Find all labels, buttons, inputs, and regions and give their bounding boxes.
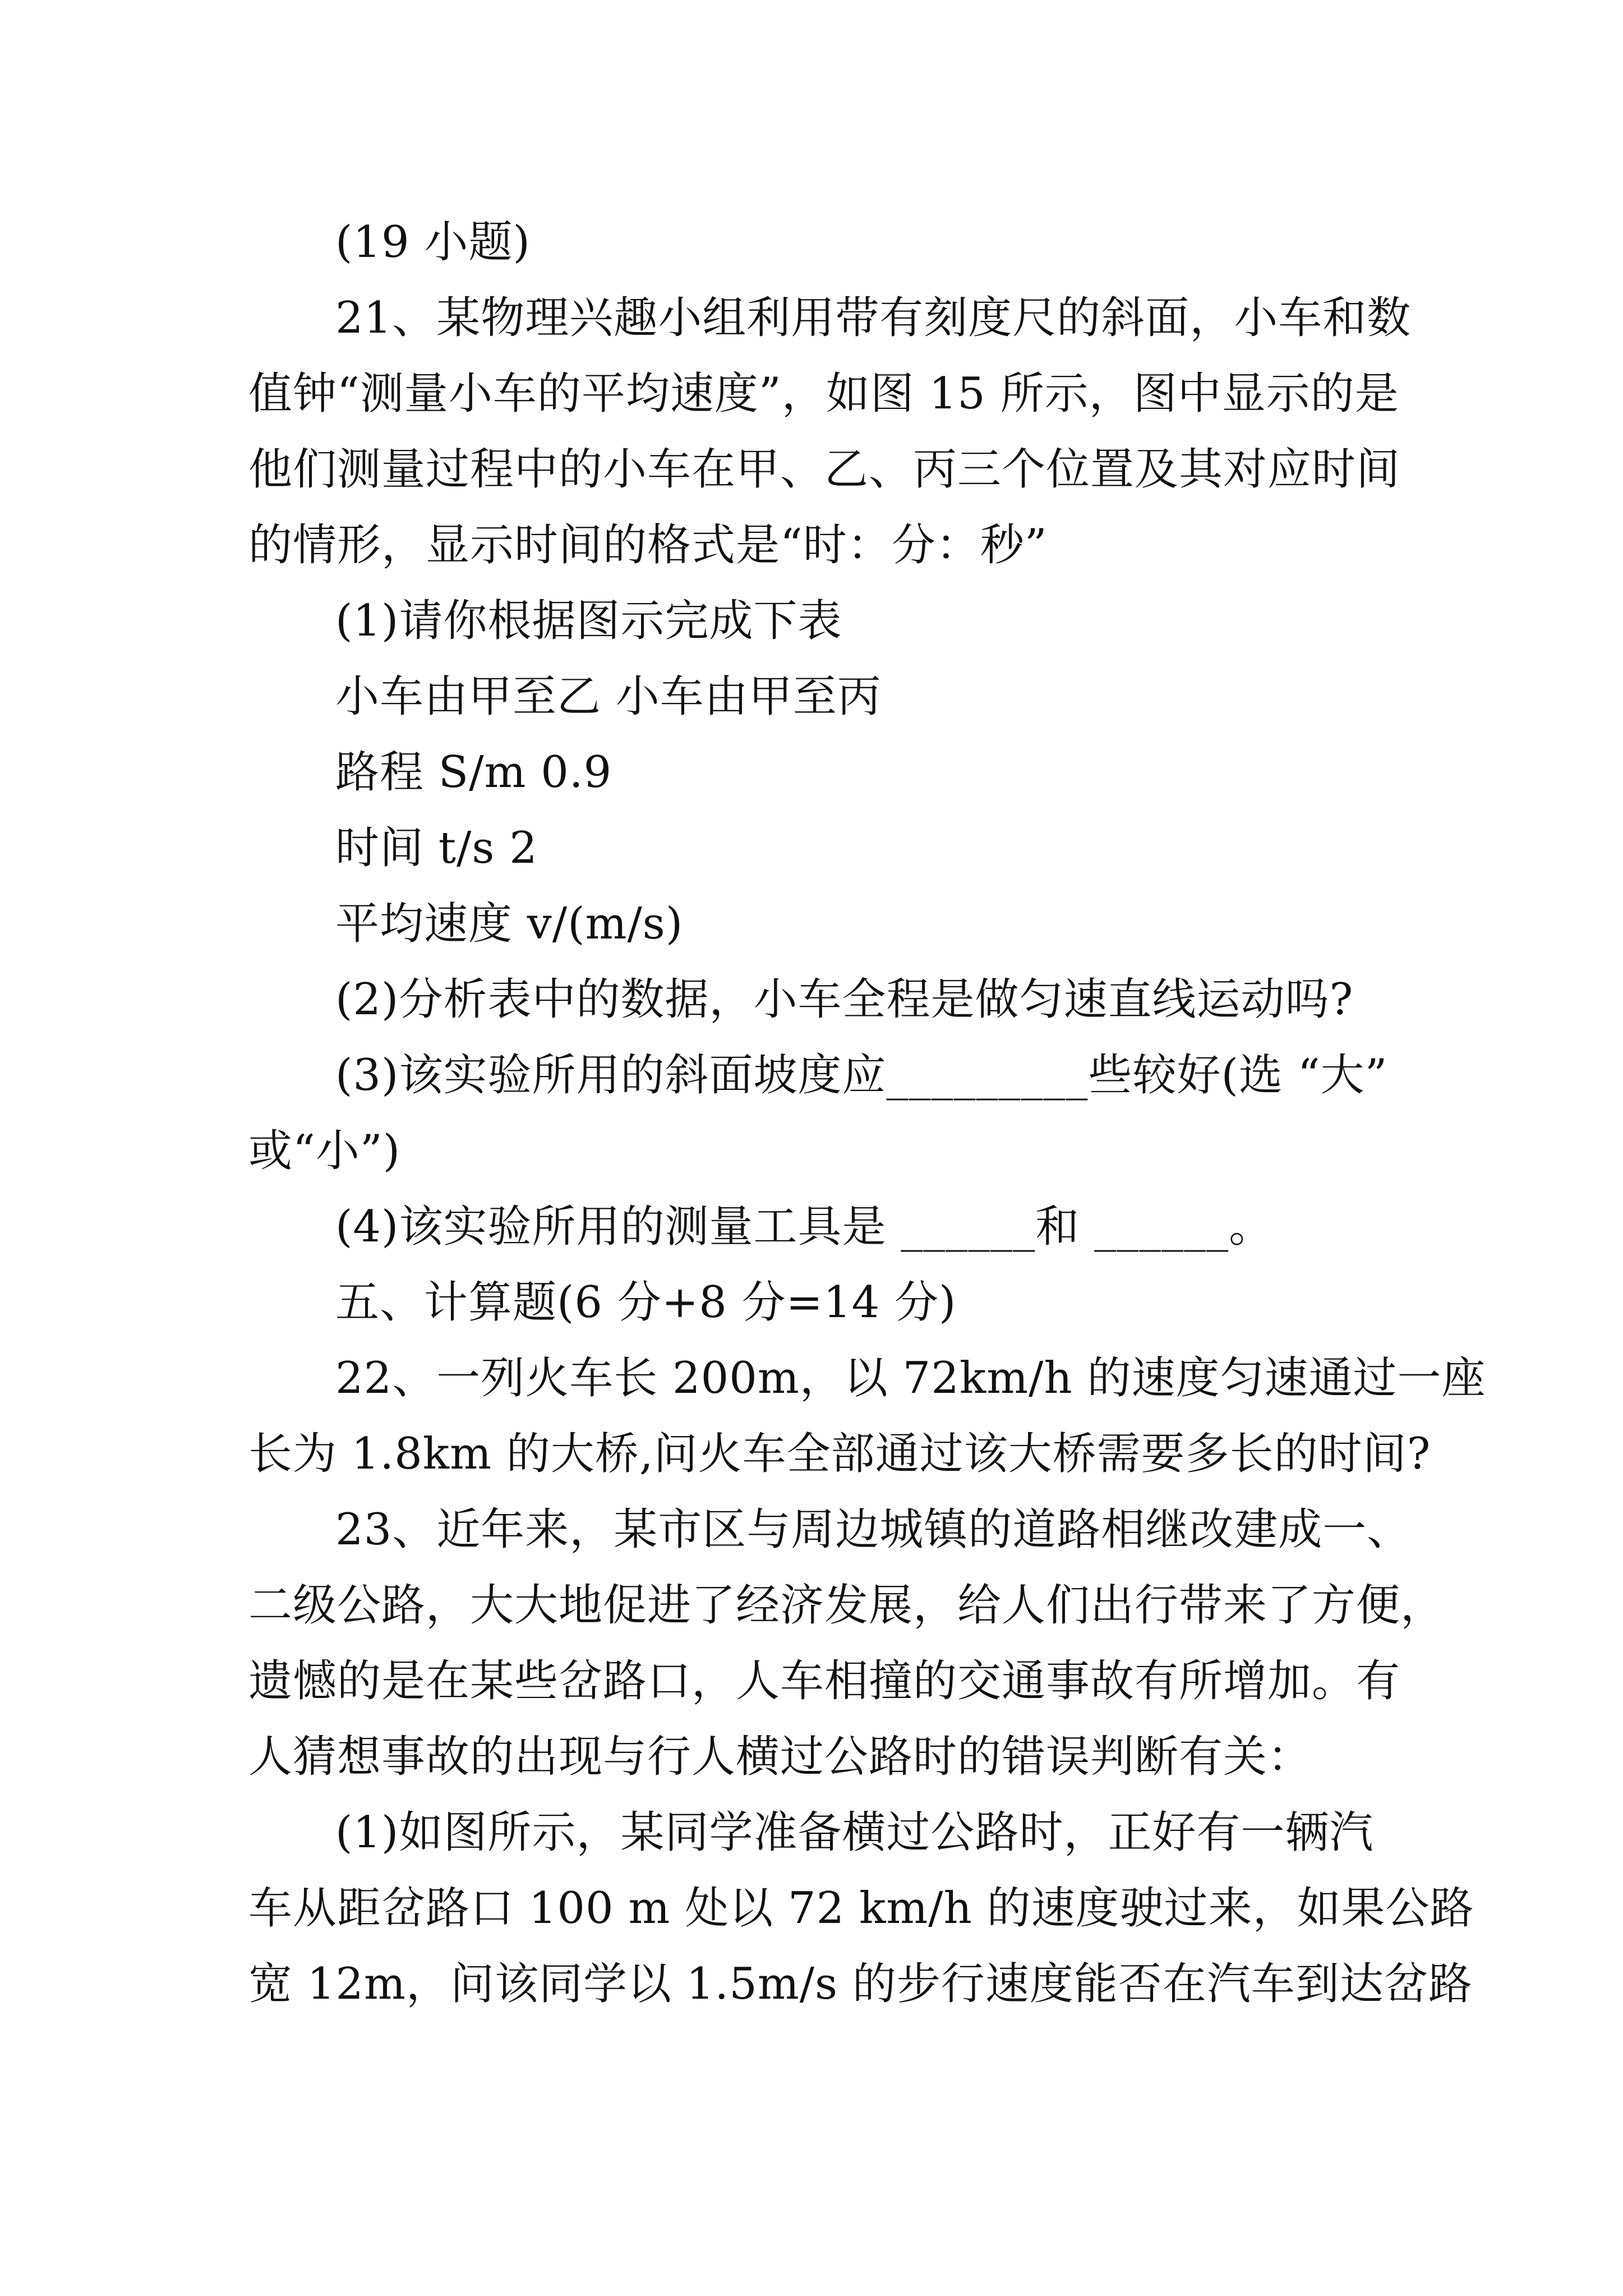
table-row-time: 时间 t/s 2	[335, 823, 538, 873]
question-22-line-1: 22、一列火车长 200m，以 72km/h 的速度匀速通过一座	[335, 1353, 1486, 1404]
part-1-heading: (1)请你根据图示完成下表	[335, 596, 842, 646]
part-3-question-line-1: (3)该实验所用的斜面坡度应_________些较好(选 “大”	[335, 1050, 1388, 1101]
question-23-part-1-line-1: (1)如图所示，某同学准备横过公路时，正好有一辆汽	[335, 1807, 1374, 1858]
question-23-line-2: 二级公路，大大地促进了经济发展，给人们出行带来了方便，	[248, 1580, 1445, 1631]
text-line-1: (19 小题)	[335, 217, 531, 268]
question-23-part-1-line-2: 车从距岔路口 100 m 处以 72 km/h 的速度驶过来，如果公路	[248, 1883, 1474, 1934]
question-23-line-3: 遗憾的是在某些岔路口，人车相撞的交通事故有所增加。有	[248, 1656, 1401, 1706]
section-five-heading: 五、计算题(6 分+8 分=14 分)	[335, 1277, 957, 1328]
question-21-line-1: 21、某物理兴趣小组利用带有刻度尺的斜面，小车和数	[335, 293, 1412, 343]
question-23-line-4: 人猜想事故的出现与行人横过公路时的错误判断有关：	[248, 1732, 1312, 1782]
question-21-line-2: 值钟“测量小车的平均速度”，如图 15 所示，图中显示的是	[248, 369, 1399, 419]
part-3-question-line-2: 或“小”)	[248, 1126, 401, 1176]
table-header-line: 小车由甲至乙 小车由甲至丙	[335, 671, 882, 722]
part-2-question: (2)分析表中的数据，小车全程是做匀速直线运动吗?	[335, 974, 1354, 1025]
table-row-distance: 路程 S/m 0.9	[335, 747, 612, 798]
question-21-line-3: 他们测量过程中的小车在甲、乙、丙三个位置及其对应时间	[248, 444, 1401, 495]
question-21-line-4: 的情形，显示时间的格式是“时：分：秒”	[248, 520, 1048, 570]
part-4-question: (4)该实验所用的测量工具是 ______和 ______。	[335, 1202, 1274, 1252]
question-22-line-2: 长为 1.8km 的大桥,问火车全部通过该大桥需要多长的时间?	[248, 1429, 1431, 1479]
table-row-speed: 平均速度 v/(m/s)	[335, 899, 684, 949]
question-23-line-1: 23、近年来，某市区与周边城镇的道路相继改建成一、	[335, 1504, 1412, 1555]
question-23-part-1-line-3: 宽 12m，问该同学以 1.5m/s 的步行速度能否在汽车到达岔路	[248, 1959, 1473, 2009]
